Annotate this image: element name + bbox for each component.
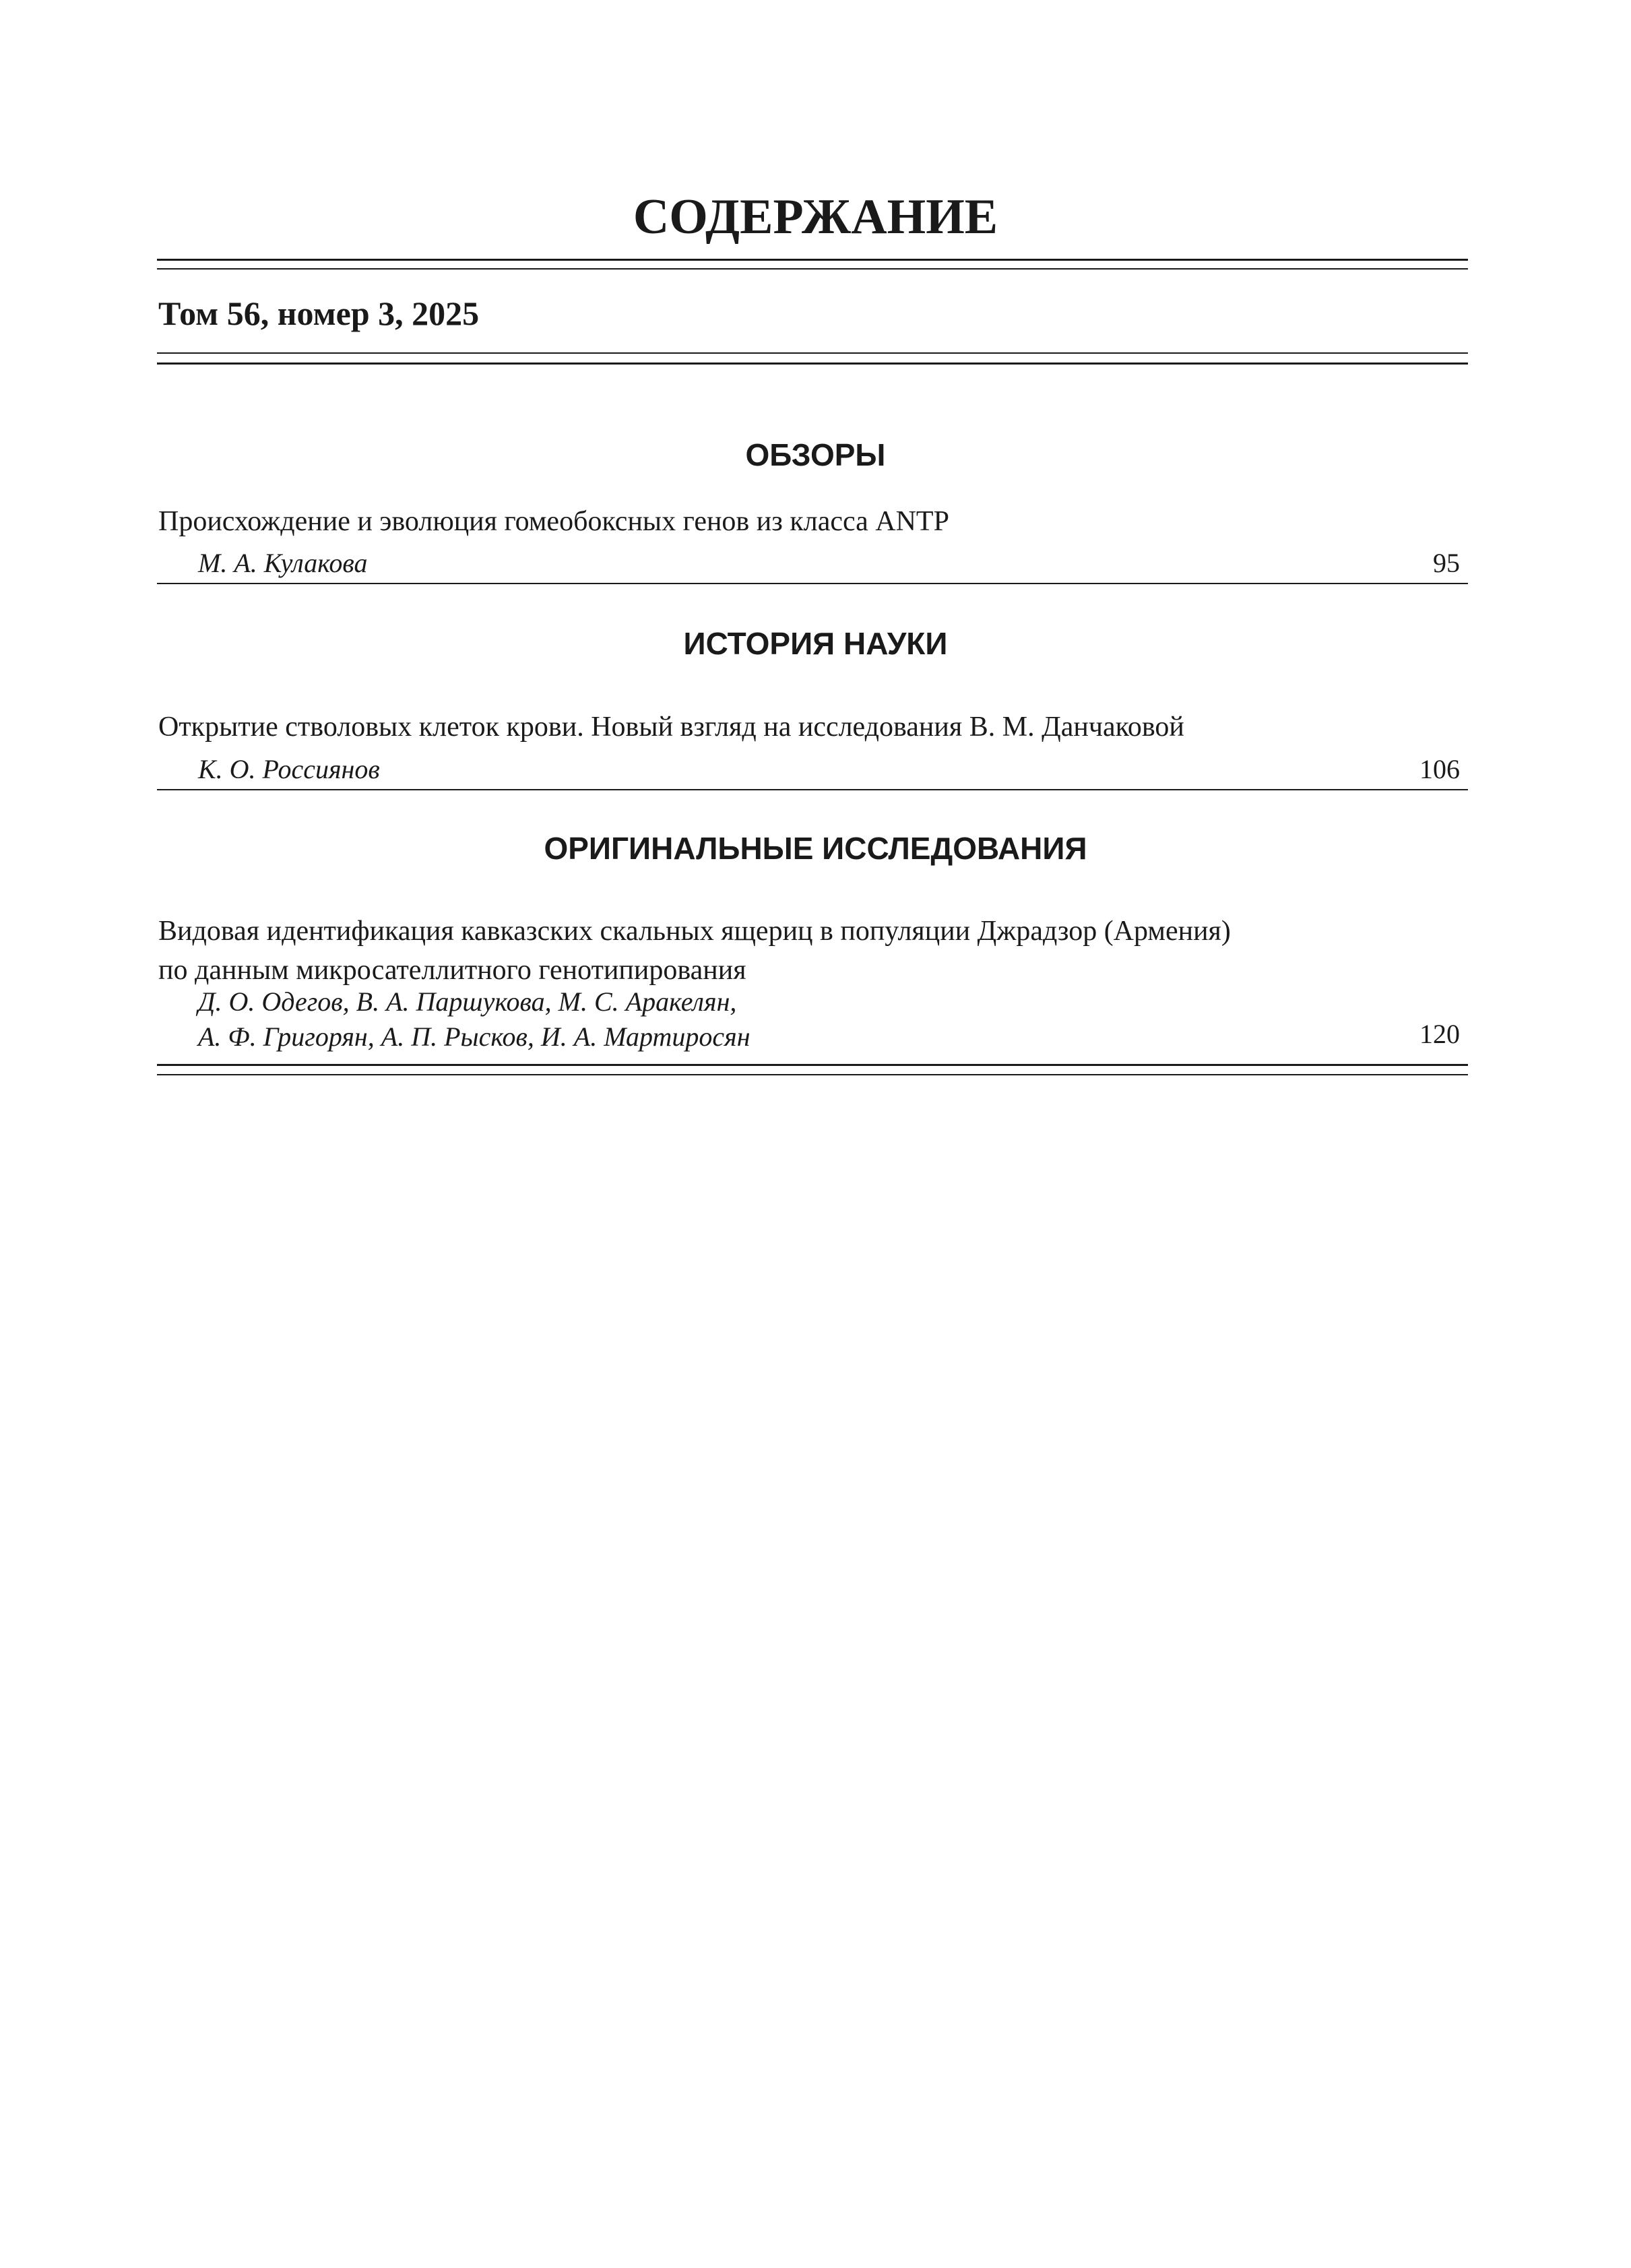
article-title-line: Открытие стволовых клеток крови. Новый взгляд на исследования В. М. Данчаковой: [158, 712, 1184, 743]
issue-line: Том 56, номер 3, 2025: [158, 294, 480, 332]
article-title: [158, 502, 949, 541]
article-authors-line: Д. О. Одегов, В. А. Паршукова, М. С. Аракелян,: [198, 986, 737, 1017]
article-rule: [157, 583, 1468, 584]
article-page-number: 106: [1419, 754, 1460, 784]
section-heading-reviews: ОБЗОРЫ: [745, 437, 886, 472]
article-rule: [157, 789, 1468, 790]
section-heading-original-research: ОРИГИНАЛЬНЫЕ ИССЛЕДОВАНИЯ: [544, 831, 1087, 866]
footer-rule-bottom: [157, 1074, 1468, 1075]
article-page-number: 95: [1433, 548, 1460, 578]
header-rule-top: [157, 352, 1468, 354]
article-page-number: 120: [1419, 1019, 1460, 1049]
article-title: [158, 912, 1231, 990]
title-rule-bottom: [157, 268, 1468, 270]
article-title-line: по данным микросателлитного генотипирования: [158, 955, 746, 986]
footer-rule-top: [157, 1064, 1468, 1066]
section-heading-history: ИСТОРИЯ НАУКИ: [683, 626, 948, 661]
article-authors: [198, 984, 750, 1054]
header-rule-bottom: [157, 363, 1468, 365]
page-title: СОДЕРЖАНИЕ: [633, 189, 998, 245]
title-rule-top: [157, 259, 1468, 261]
article-authors-line: М. А. Кулакова: [198, 548, 368, 578]
article-authors-line: А. Ф. Григорян, А. П. Рысков, И. А. Мартиросян: [198, 1021, 750, 1052]
article-authors-line: К. О. Россиянов: [198, 754, 380, 784]
article-authors: [198, 543, 367, 584]
article-authors: [198, 749, 380, 790]
article-title-line: Видовая идентификация кавказских скальных ящериц в популяции Джрадзор (Армения): [158, 916, 1231, 947]
article-title: [158, 707, 1184, 747]
article-title-line: Происхождение и эволюция гомеобоксных генов из класса ANTP: [158, 506, 949, 537]
